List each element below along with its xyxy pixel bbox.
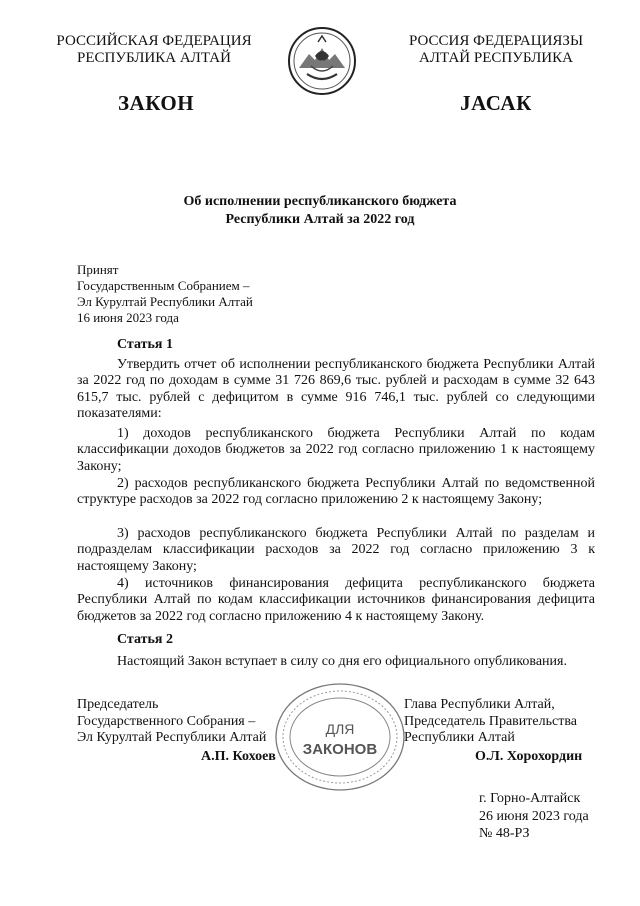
article-2-heading: Статья 2 [117, 632, 173, 647]
article-1-item-1: 1) доходов республиканского бюджета Республики Алтай по кодам классификации доходов бюджетов за 2022 год согласно приложению 1 к настоящему Закону; [77, 426, 595, 474]
article-1-paragraph-main: Утвердить отчет об исполнении республиканского бюджета Республики Алтай за 2022 год по доходам в сумме 31 726 869,6 тыс. рублей и расходам в сумме 32 643 615,7 тыс. рублей с дефицитом в сумме 916 746,1 тыс. рублей со следующими показателями: [77, 357, 595, 422]
adopted-body-name: Эл Курултай Республики Алтай [77, 294, 253, 309]
signature-right-title: Глава Республики Алтай, [404, 697, 555, 712]
adopted-date: 16 июня 2023 года [77, 310, 179, 325]
law-title-russian: ЗАКОН [117, 91, 195, 115]
law-title-altai: ЈАСАК [460, 91, 532, 115]
signature-right-block [404, 697, 577, 747]
signature-right-role: Председатель Правительства [404, 713, 577, 729]
footer-date: 26 июня 2023 года [479, 808, 589, 824]
signature-left-block [77, 697, 266, 747]
document-title-line2: Республики Алтай за 2022 год [225, 212, 415, 227]
header-right-line1: РОССИЯ ФЕДЕРАЦИЯЗЫ [408, 33, 584, 49]
adopted-body: Государственным Собранием – [77, 278, 250, 293]
adopted-block [77, 262, 253, 326]
svg-text:ДЛЯ: ДЛЯ [325, 721, 355, 737]
signature-left-name: А.П. Кохоев [201, 749, 276, 764]
footer-number: № 48-РЗ [479, 826, 530, 841]
article-1-item-2: 2) расходов республиканского бюджета Республики Алтай по ведомственной структуре расходов за 2022 год согласно приложению 2 к настоящему Закону; [77, 476, 595, 508]
seal-stamp [273, 681, 407, 793]
footer-city: г. Горно-Алтайск [479, 791, 581, 806]
signature-right-name: О.Л. Хорохордин [475, 749, 583, 764]
header-left-line2: РЕСПУБЛИКА АЛТАЙ [77, 50, 231, 66]
signature-left-body: Государственного Собрания – [77, 713, 256, 729]
signature-left-title: Председатель [77, 697, 159, 712]
document-title [0, 193, 640, 229]
adopted-label: Принят [77, 262, 119, 277]
article-1-item-4: 4) источников финансирования дефицита республиканского бюджета Республики Алтай по кодам классификации источников финансирования дефицита бюджетов за 2022 год согласно приложению 4 к настоящему Закону. [77, 576, 595, 624]
article-1-heading: Статья 1 [117, 337, 173, 352]
signature-left-body-name: Эл Курултай Республики Алтай [77, 730, 267, 745]
coat-of-arms-emblem [287, 26, 357, 96]
article-2-paragraph: Настоящий Закон вступает в силу со дня его официального опубликования. [117, 654, 567, 669]
header-right-line2: АЛТАЙ РЕСПУБЛИКА [419, 50, 573, 66]
svg-text:ЗАКОНОВ: ЗАКОНОВ [302, 741, 378, 758]
signature-right-body: Республики Алтай [404, 730, 515, 745]
article-1-item-3: 3) расходов республиканского бюджета Республики Алтай по разделам и подразделам классификации расходов за 2022 год согласно приложению 3 к настоящему Закону; [77, 526, 595, 574]
document-title-line1: Об исполнении республиканского бюджета [183, 194, 457, 209]
footer-block [479, 790, 589, 843]
header-left-line1: РОССИЙСКАЯ ФЕДЕРАЦИЯ [56, 33, 252, 49]
